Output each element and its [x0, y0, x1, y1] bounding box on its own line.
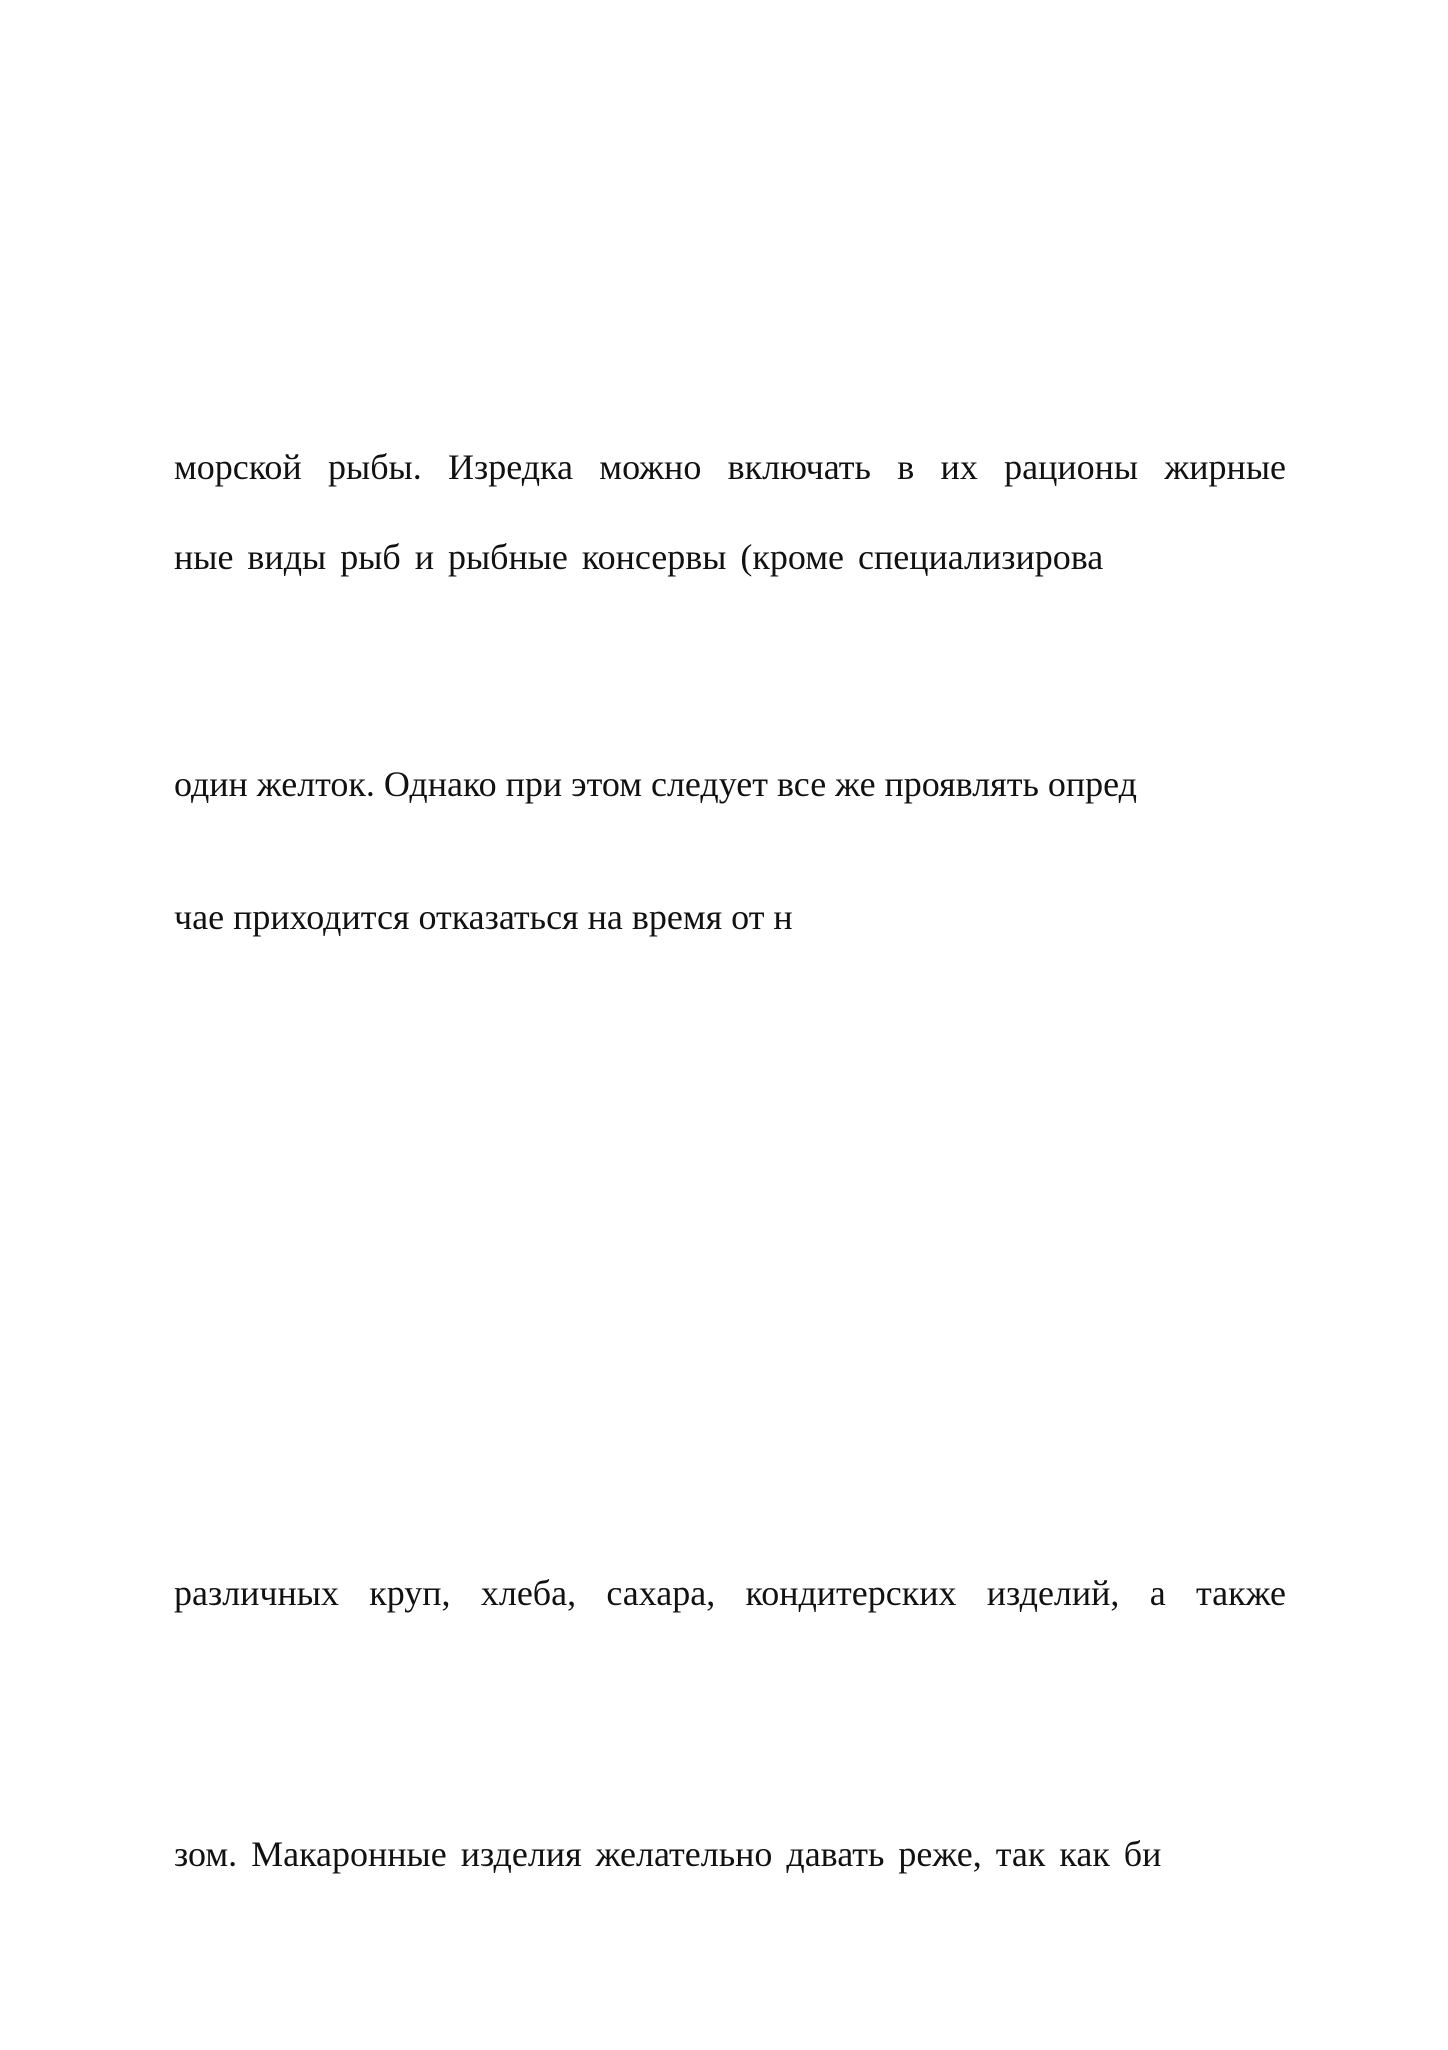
- text-line-1: морской рыбы. Изредка можно включать в их рационы жирные: [174, 447, 1286, 487]
- text-line-5: различных круп, хлеба, сахара, кондитерских изделий, а также: [174, 1573, 1286, 1613]
- text-line-6: зом. Макаронные изделия желательно давать реже, так как би: [174, 1834, 1162, 1874]
- text-line-4: чае приходится отказаться на время от н: [174, 897, 793, 937]
- text-line-3: один желток. Однако при этом следует все же проявлять опред: [174, 764, 1137, 804]
- text-line-2: ные виды рыб и рыбные консервы (кроме специализирова: [174, 537, 1104, 577]
